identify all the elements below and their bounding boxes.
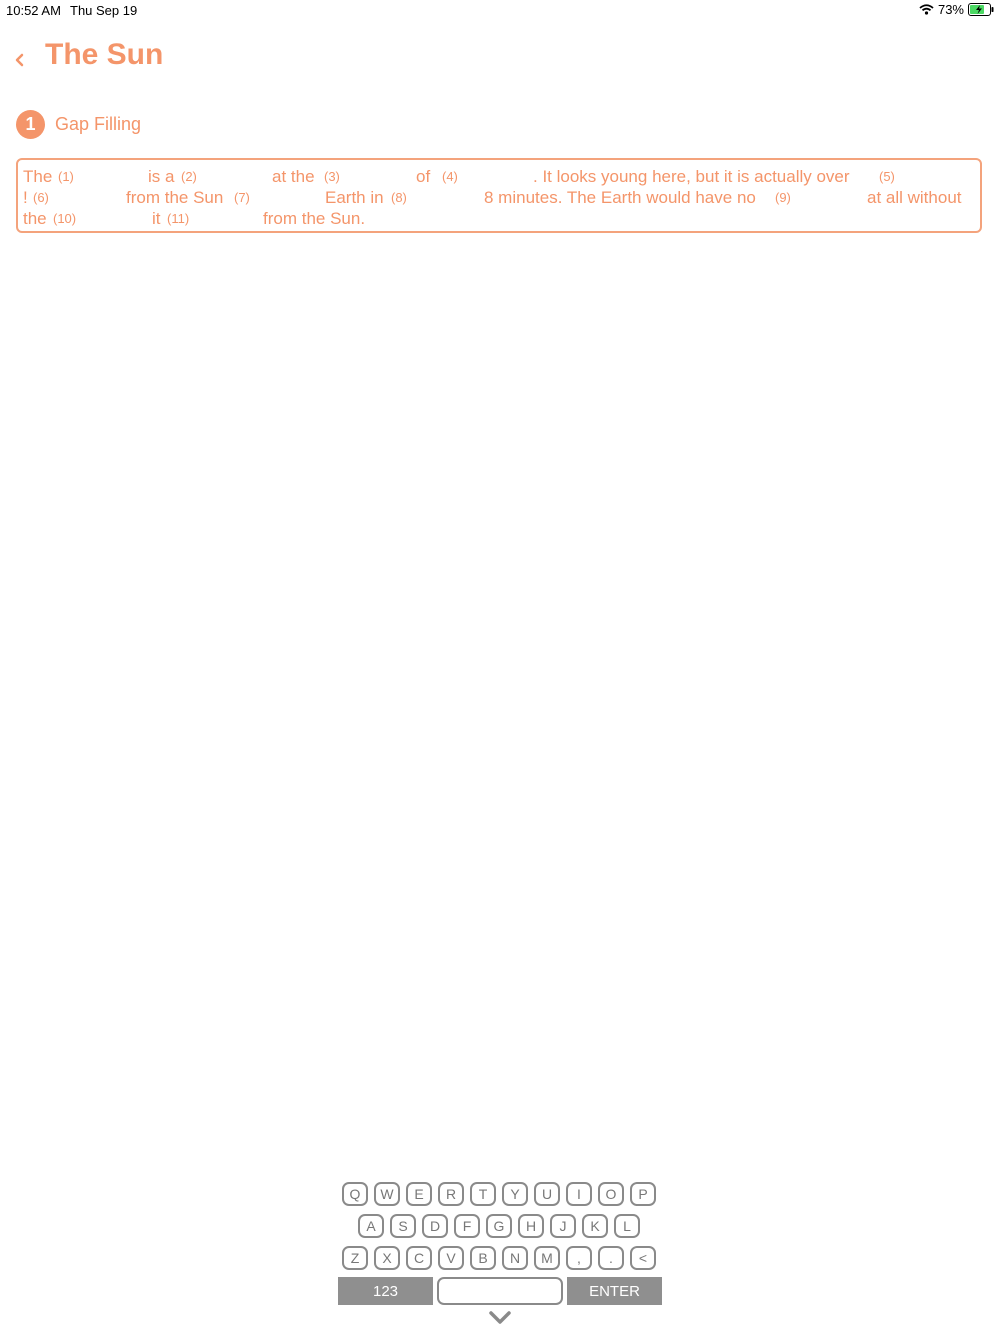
passage-text: at the xyxy=(272,167,315,186)
key-j[interactable]: J xyxy=(550,1214,576,1238)
key-c[interactable]: C xyxy=(406,1246,432,1270)
passage-text: The xyxy=(23,167,53,186)
key-o[interactable]: O xyxy=(598,1182,624,1206)
key-k[interactable]: K xyxy=(582,1214,608,1238)
key-y[interactable]: Y xyxy=(502,1182,528,1206)
key-e[interactable]: E xyxy=(406,1182,432,1206)
key-s[interactable]: S xyxy=(390,1214,416,1238)
key-q[interactable]: Q xyxy=(342,1182,368,1206)
page-title: The Sun xyxy=(45,38,164,71)
key-m[interactable]: M xyxy=(534,1246,560,1270)
section-number-badge: 1 xyxy=(16,110,45,139)
gap-blank-8[interactable]: (8) xyxy=(391,190,407,205)
key-l[interactable]: L xyxy=(614,1214,640,1238)
gap-blank-10[interactable]: (10) xyxy=(53,211,77,226)
passage-text: of xyxy=(416,167,431,186)
key-x[interactable]: X xyxy=(374,1246,400,1270)
gap-blank-1[interactable]: (1) xyxy=(58,169,74,184)
space-key[interactable] xyxy=(437,1277,563,1305)
key-r[interactable]: R xyxy=(438,1182,464,1206)
key-p[interactable]: P xyxy=(630,1182,656,1206)
passage-text: 8 minutes. The Earth would have no xyxy=(484,188,756,207)
passage-text: . It looks young here, but it is actually over xyxy=(533,167,850,186)
key-u[interactable]: U xyxy=(534,1182,560,1206)
passage-text: ! xyxy=(23,188,28,207)
status-bar xyxy=(0,0,1000,22)
key-period[interactable]: . xyxy=(598,1246,624,1270)
gap-blank-3[interactable]: (3) xyxy=(324,169,340,184)
section-title: Gap Filling xyxy=(55,114,142,134)
battery-charging-icon xyxy=(968,3,994,16)
gap-blank-7[interactable]: (7) xyxy=(234,190,250,205)
key-i[interactable]: I xyxy=(566,1182,592,1206)
key-w[interactable]: W xyxy=(374,1182,400,1206)
key-g[interactable]: G xyxy=(486,1214,512,1238)
numbers-key[interactable]: 123 xyxy=(338,1277,433,1305)
wifi-icon xyxy=(919,4,934,15)
gap-blank-6[interactable]: (6) xyxy=(33,190,49,205)
passage-text: Earth in xyxy=(325,188,384,207)
gap-blank-4[interactable]: (4) xyxy=(442,169,458,184)
key-h[interactable]: H xyxy=(518,1214,544,1238)
gap-blank-2[interactable]: (2) xyxy=(181,169,197,184)
status-time: 10:52 AM xyxy=(6,3,61,18)
enter-key[interactable]: ENTER xyxy=(567,1277,662,1305)
chevron-left-icon xyxy=(12,46,32,74)
key-b[interactable]: B xyxy=(470,1246,496,1270)
key-a[interactable]: A xyxy=(358,1214,384,1238)
key-v[interactable]: V xyxy=(438,1246,464,1270)
chevron-down-icon xyxy=(487,1309,513,1327)
key-backspace[interactable]: < xyxy=(630,1246,656,1270)
key-f[interactable]: F xyxy=(454,1214,480,1238)
key-t[interactable]: T xyxy=(470,1182,496,1206)
gap-blank-11[interactable]: (11) xyxy=(167,211,190,226)
passage-text: from the Sun. xyxy=(263,209,366,228)
hide-keyboard-button[interactable] xyxy=(487,1309,513,1327)
back-button[interactable] xyxy=(12,46,32,74)
status-date: Thu Sep 19 xyxy=(70,3,138,18)
passage-text: it xyxy=(152,209,161,228)
status-indicators xyxy=(919,2,994,17)
passage-text: from the Sun xyxy=(126,188,224,207)
key-n[interactable]: N xyxy=(502,1246,528,1270)
passage-text: is a xyxy=(148,167,175,186)
key-z[interactable]: Z xyxy=(342,1246,368,1270)
gap-blank-9[interactable]: (9) xyxy=(775,190,791,205)
passage-text: at all without xyxy=(867,188,962,207)
battery-percentage: 73% xyxy=(937,2,964,17)
key-d[interactable]: D xyxy=(422,1214,448,1238)
key-comma[interactable]: , xyxy=(566,1246,592,1270)
passage-text: the xyxy=(23,209,47,228)
gap-blank-5[interactable]: (5) xyxy=(879,169,895,184)
